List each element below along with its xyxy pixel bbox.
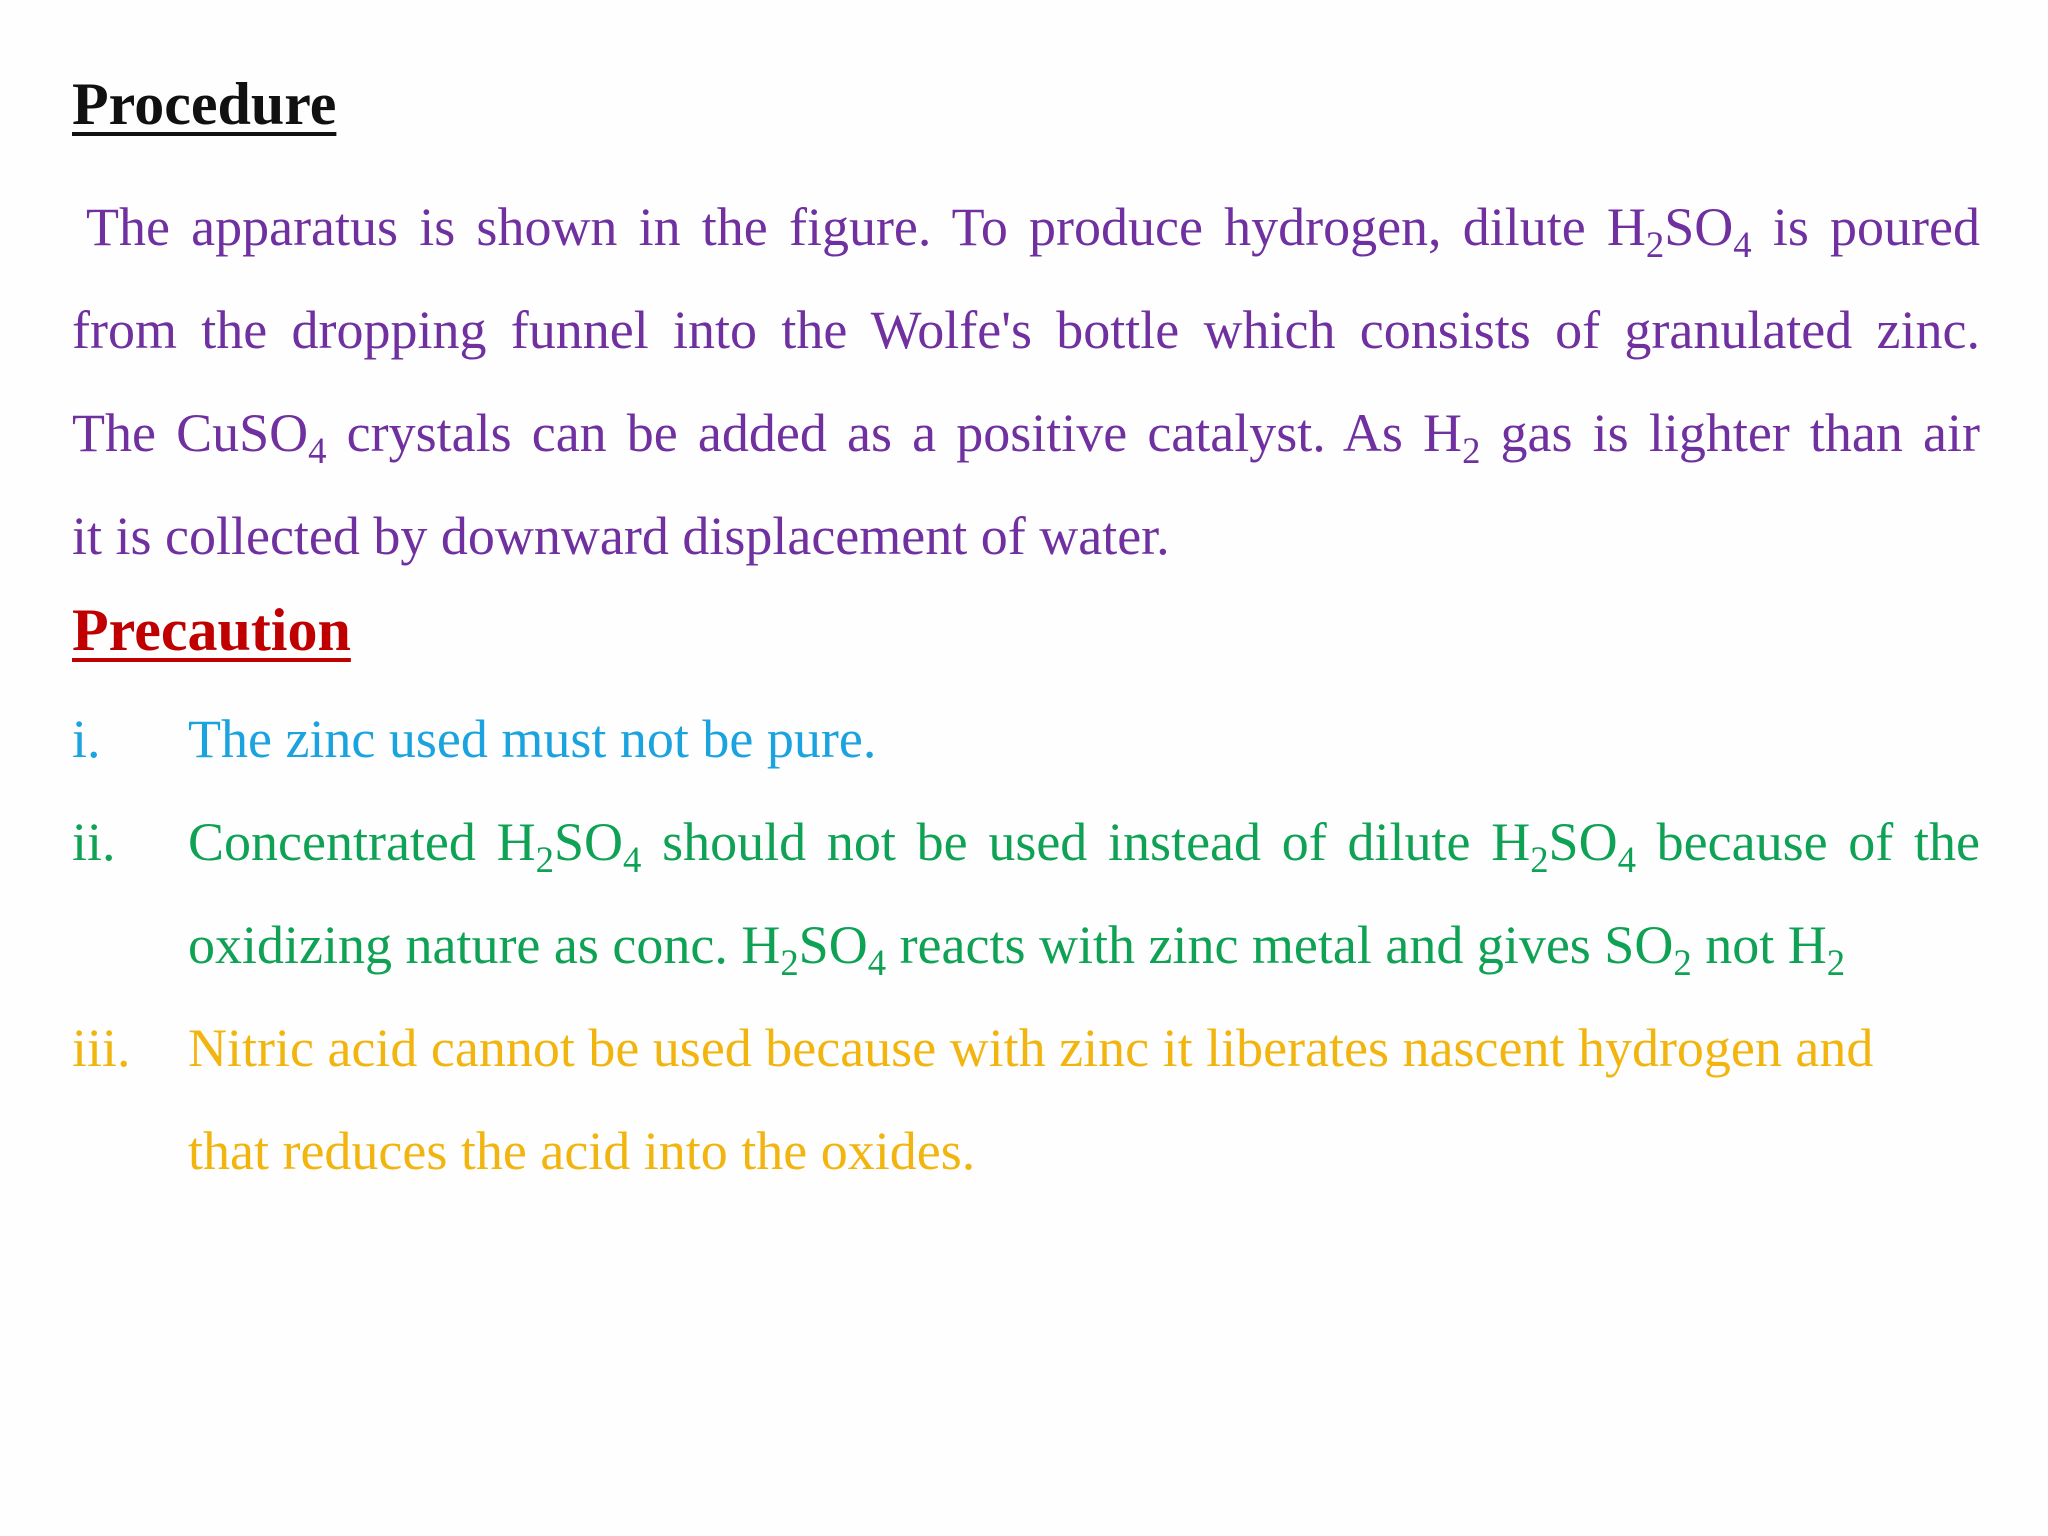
list-number: iii. bbox=[72, 1018, 131, 1078]
text-run: gas is lighter than air bbox=[1480, 403, 1980, 463]
list-number: i. bbox=[72, 709, 101, 769]
text-run: because of the bbox=[1635, 812, 1980, 872]
text-run: The CuSO bbox=[72, 403, 309, 463]
text-run: Concentrated H bbox=[188, 812, 536, 872]
text-run: should not be used instead of dilute H bbox=[641, 812, 1531, 872]
text-run: oxidizing nature as conc. H bbox=[188, 915, 781, 975]
subscript: 2 bbox=[1826, 941, 1846, 983]
subscript: 4 bbox=[623, 838, 642, 880]
precaution-line bbox=[188, 997, 1980, 1100]
text-run: The zinc used must not be pure. bbox=[188, 709, 877, 769]
text-run: Nitric acid cannot be used because with zinc it liberates nascent hydrogen and bbox=[188, 1018, 1874, 1078]
subscript: 4 bbox=[308, 429, 327, 471]
subscript: 4 bbox=[1733, 223, 1752, 265]
precaution-heading: Precaution bbox=[72, 597, 351, 663]
subscript: 2 bbox=[535, 838, 554, 880]
subscript: 2 bbox=[1673, 941, 1692, 983]
precaution-item bbox=[72, 791, 1980, 997]
precaution-line bbox=[188, 1100, 1980, 1203]
text-run: it is collected by downward displacement of water. bbox=[72, 506, 1170, 566]
subscript: 2 bbox=[1645, 223, 1665, 265]
text-run: reacts with zinc metal and gives SO bbox=[886, 915, 1674, 975]
precaution-item bbox=[72, 688, 1980, 791]
text-run: not H bbox=[1691, 915, 1827, 975]
text-run: SO bbox=[1548, 812, 1618, 872]
procedure-paragraph bbox=[72, 176, 1980, 588]
subscript: 4 bbox=[867, 941, 887, 983]
text-run: SO bbox=[553, 812, 624, 872]
text-run: that reduces the acid into the oxides. bbox=[188, 1121, 976, 1181]
procedure-heading: Procedure bbox=[72, 71, 337, 137]
text-run: SO bbox=[798, 915, 868, 975]
subscript: 2 bbox=[1462, 429, 1481, 471]
precaution-line bbox=[188, 791, 1980, 894]
precaution-line bbox=[188, 688, 1980, 791]
procedure-line bbox=[72, 176, 1980, 279]
procedure-line bbox=[72, 279, 1980, 382]
precaution-line bbox=[188, 894, 1980, 997]
text-run: from the dropping funnel into the Wolfe's bottle which consists of granulated zinc. bbox=[72, 300, 1980, 360]
text-run: SO bbox=[1664, 197, 1734, 257]
precaution-item bbox=[72, 997, 1980, 1203]
subscript: 2 bbox=[1530, 838, 1549, 880]
procedure-line bbox=[72, 382, 1980, 485]
text-run: The apparatus is shown in the figure. To produce hydrogen, dilute H bbox=[86, 197, 1646, 257]
subscript: 4 bbox=[1617, 838, 1636, 880]
list-number: ii. bbox=[72, 812, 116, 872]
text-run: is poured bbox=[1751, 197, 1980, 257]
subscript: 2 bbox=[780, 941, 799, 983]
procedure-line bbox=[72, 485, 1980, 588]
precaution-list bbox=[72, 688, 1980, 1203]
text-run: crystals can be added as a positive catalyst. As H bbox=[326, 403, 1463, 463]
